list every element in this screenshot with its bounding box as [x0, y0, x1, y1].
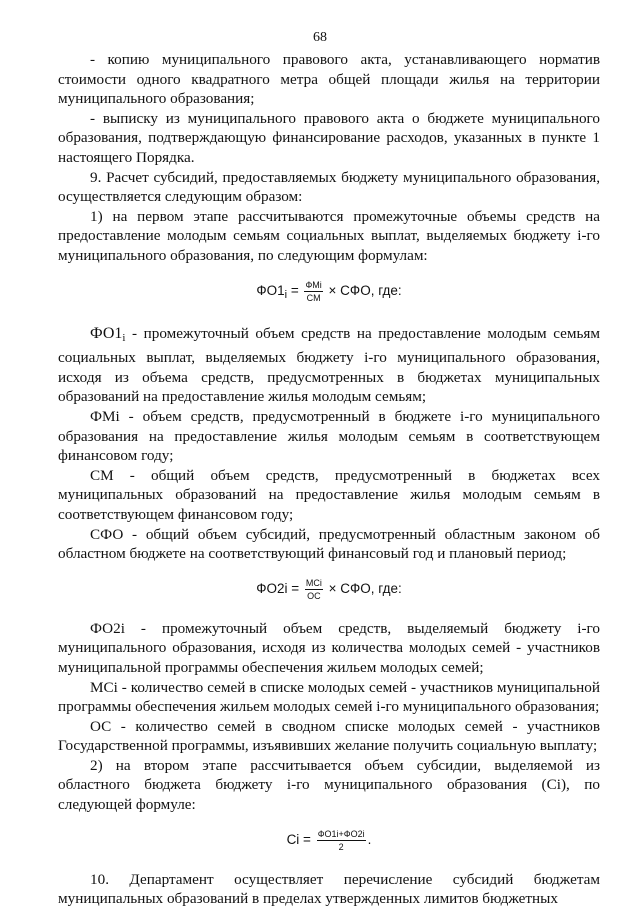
formula-ci-fraction	[317, 829, 366, 852]
formula-fo1-denominator: СМ	[306, 292, 321, 303]
definition-mci: МСi - количество семей в списке молодых семей - участников муниципальной программы обеспечения жильем молодых семей i-го муниципального образования;	[58, 678, 600, 716]
term-fo1-sub: i	[122, 331, 126, 344]
definition-cm: СМ - общий объем средств, предусмотренный в бюджетах всех муниципальных образований на предоставление жилья молодым семьям в соответствующем финансовом году;	[58, 466, 600, 523]
definition-fo1-text: - промежуточный объем средств на предоставление молодым семьям социальных выплат, выделяемых бюджету i-го муниципального образования, исходя из объема средств, предусмотренных в бюджетах муниципальных образований на предоставление жилья молодым семьям;	[58, 324, 600, 406]
paragraph-item-10: 10. Департамент осуществляет перечисление субсидий бюджетам муниципальных образований в пределах утвержденных лимитов бюджетных	[58, 870, 600, 908]
formula-fo1-eq: =	[287, 282, 303, 298]
definition-cfo: СФО - общий объем субсидий, предусмотренный областным законом об областном бюджете на соответствующий финансовый год и плановый период;	[58, 525, 600, 563]
formula-fo2-denominator: ОС	[307, 590, 321, 601]
paragraph-copy-act: - копию муниципального правового акта, устанавливающего норматив стоимости одного квадратного метра общей площади жилья на территории муниципального образования;	[58, 51, 600, 108]
formula-fo2-rhs: × СФО, где:	[324, 580, 402, 596]
definition-fo1	[58, 324, 600, 407]
definition-fo2: ФО2i - промежуточный объем средств, выделяемый бюджету i-го муниципального образования, исходя из количества молодых семей - участников муниципальной программы обеспечения жильем молодых семей;	[58, 619, 600, 676]
formula-fo1-lhs-sub: i	[284, 288, 288, 301]
formula-ci-rhs: .	[367, 831, 372, 847]
formula-ci	[58, 829, 600, 852]
paragraph-item-9: 9. Расчет субсидий, предоставляемых бюджету муниципального образования, осуществляется следующим образом:	[58, 168, 600, 206]
formula-fo1-fraction	[304, 280, 322, 303]
page-number: 68	[313, 30, 327, 45]
formula-ci-numerator: ФО1i+ФО2i	[317, 828, 365, 839]
formula-fo1-lhs: ФО1	[256, 282, 285, 298]
formula-fo2	[58, 578, 600, 601]
formula-ci-lhs: Сi =	[286, 831, 315, 847]
formula-fo2-fraction	[305, 578, 323, 601]
term-fo1: ФО1	[90, 324, 123, 342]
definition-fmi: ФМi - объем средств, предусмотренный в бюджете i-го муниципального образования на предоставление жилья молодым семьям в соответствующем финансовом году;	[58, 407, 600, 465]
formula-fo2-lhs: ФО2i =	[256, 580, 303, 596]
document-body	[58, 50, 600, 909]
formula-ci-denominator: 2	[338, 841, 344, 852]
paragraph-budget-extract: - выписку из муниципального правового акта о бюджете муниципального образования, подтверждающую финансирование расходов, указанных в пункте 1 настоящего Порядка.	[58, 109, 600, 166]
paragraph-stage-1: 1) на первом этапе рассчитываются промежуточные объемы средств на предоставление молодым семьям социальных выплат, выделяемых бюджету i-го муниципального образования, по следующим формулам:	[58, 207, 600, 264]
formula-fo2-numerator: МСi	[305, 577, 322, 588]
formula-fo1	[58, 280, 600, 306]
formula-fo1-rhs: × СФО, где:	[324, 282, 402, 298]
definition-oc: ОС - количество семей в сводном списке молодых семей - участников Государственной программы, изъявивших желание получить социальную выплату;	[58, 717, 600, 755]
formula-fo1-numerator: ФМi	[305, 279, 322, 290]
paragraph-stage-2: 2) на втором этапе рассчитывается объем субсидии, выделяемой из областного бюджета бюджету i-го муниципального образования (Сi), по следующей формуле:	[58, 756, 600, 814]
